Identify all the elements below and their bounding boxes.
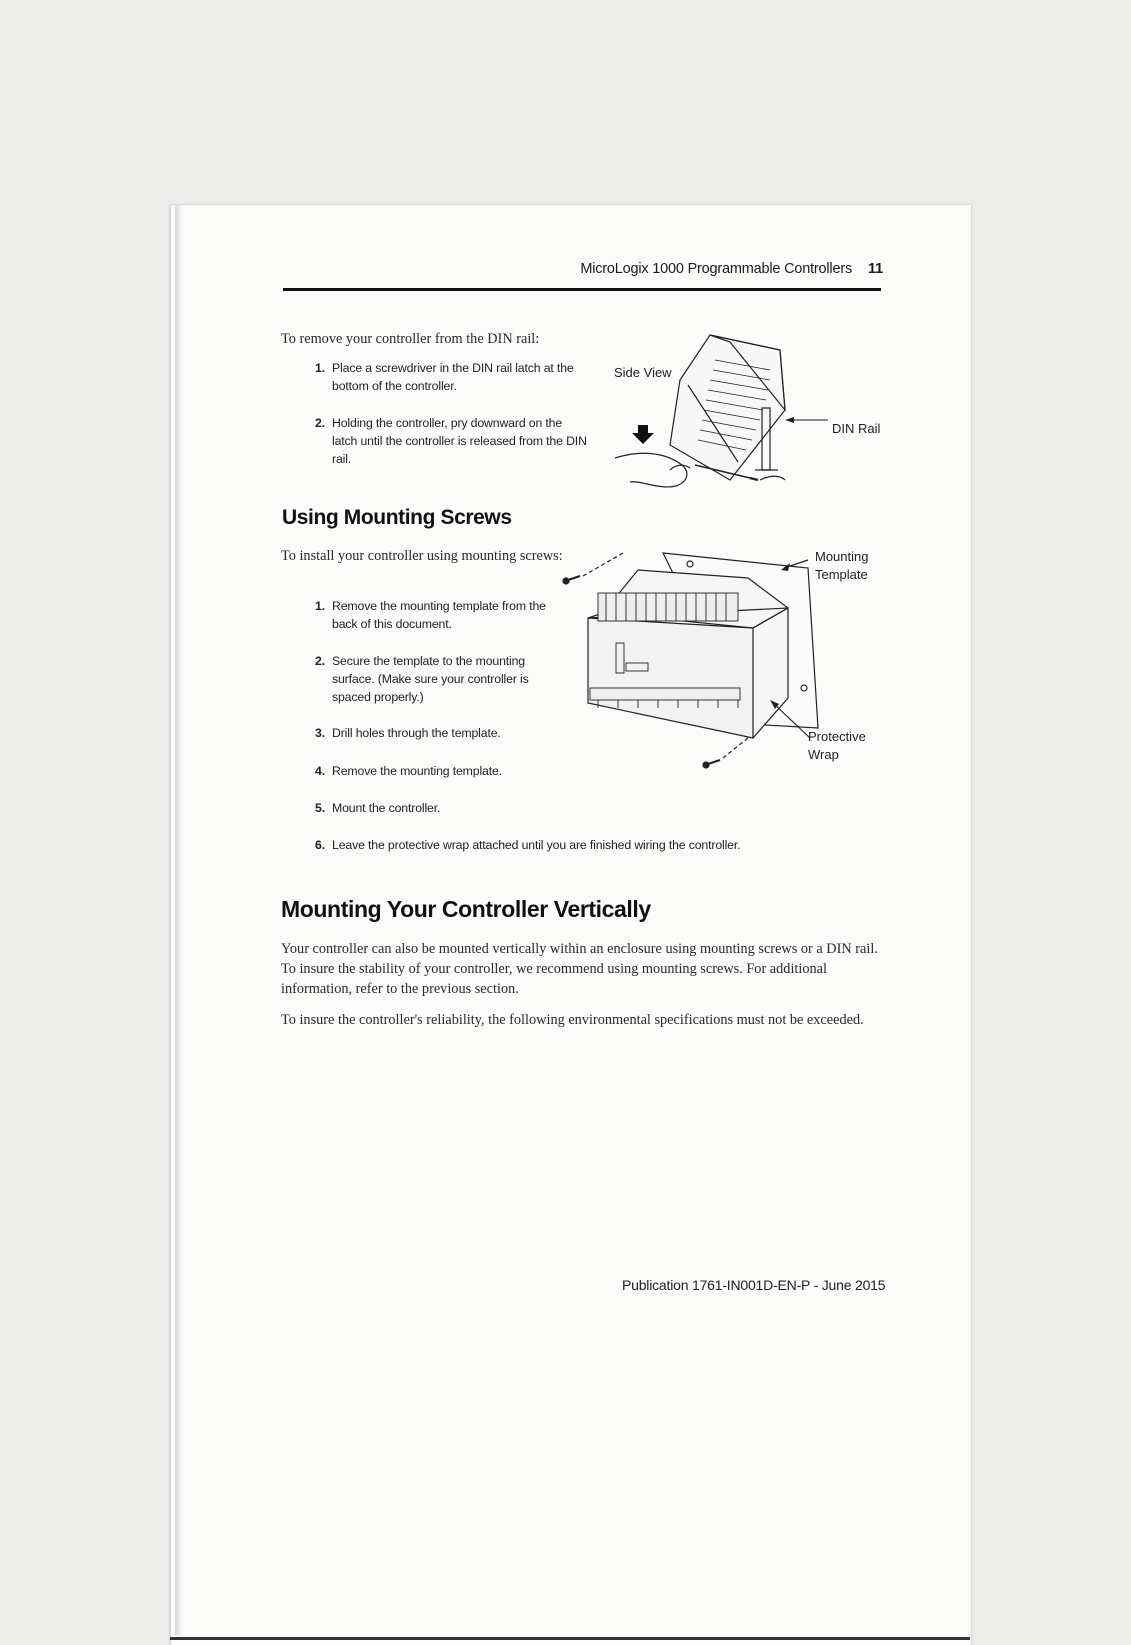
page-spine [175,205,181,1635]
step-text: Leave the protective wrap attached until you are finished wiring the controller. [332,838,741,852]
page-number: 11 [868,261,883,277]
list-item [315,414,587,468]
page-bottom-edge [170,1637,970,1640]
step-text: Remove the mounting template from the back of this document. [332,599,546,631]
step-text: Place a screwdriver in the DIN rail latch at the bottom of the controller. [332,361,574,393]
step-text: Remove the mounting template. [332,764,502,778]
step-number: 3. [315,726,325,740]
din-rail-label: DIN Rail [832,421,881,436]
step-text: Holding the controller, pry downward on the latch until the controller is released from the DIN rail. [332,416,587,466]
protective-wrap-label: Protective Wrap [808,729,866,762]
list-item [315,597,562,633]
step-text: Secure the template to the mounting surface. (Make sure your controller is spaced properly.) [332,654,529,704]
list-item [315,652,547,706]
header-title: MicroLogix 1000 Programmable Controllers [580,261,852,277]
section-heading-vertical: Mounting Your Controller Vertically [281,896,651,922]
list-item [315,836,852,854]
list-item [315,724,592,742]
publication-footer: Publication 1761-IN001D-EN-P - June 2015 [622,1277,886,1293]
side-view-label: Side View [614,365,672,380]
step-number: 5. [315,801,325,815]
step-text: Mount the controller. [332,801,441,815]
header-rule [283,288,881,291]
list-item [315,359,587,395]
list-item [315,762,592,780]
din-removal-intro: To remove your controller from the DIN rail: [281,331,540,347]
step-number: 1. [315,599,325,613]
step-number: 1. [315,361,325,375]
step-number: 4. [315,764,325,778]
section-heading-mounting-screws: Using Mounting Screws [282,506,512,529]
step-number: 2. [315,416,325,430]
step-number: 2. [315,654,325,668]
vertical-paragraph-1: Your controller can also be mounted vertically within an enclosure using mounting screws or a DIN rail. To insure the stability of your controller, we recommend using mounting screws. For additional information, refer to the previous section. [281,941,878,997]
vertical-paragraph-2: To insure the controller's reliability, the following environmental specifications must not be exceeded. [281,1012,864,1028]
mounting-template-label: Mounting Template [815,549,869,582]
mounting-screws-intro: To install your controller using mounting screws: [281,548,563,564]
step-number: 6. [315,838,325,852]
step-text: Drill holes through the template. [332,726,501,740]
mounting-screws-illustration [578,548,818,788]
list-item [315,799,592,817]
din-removal-illustration [610,330,850,510]
